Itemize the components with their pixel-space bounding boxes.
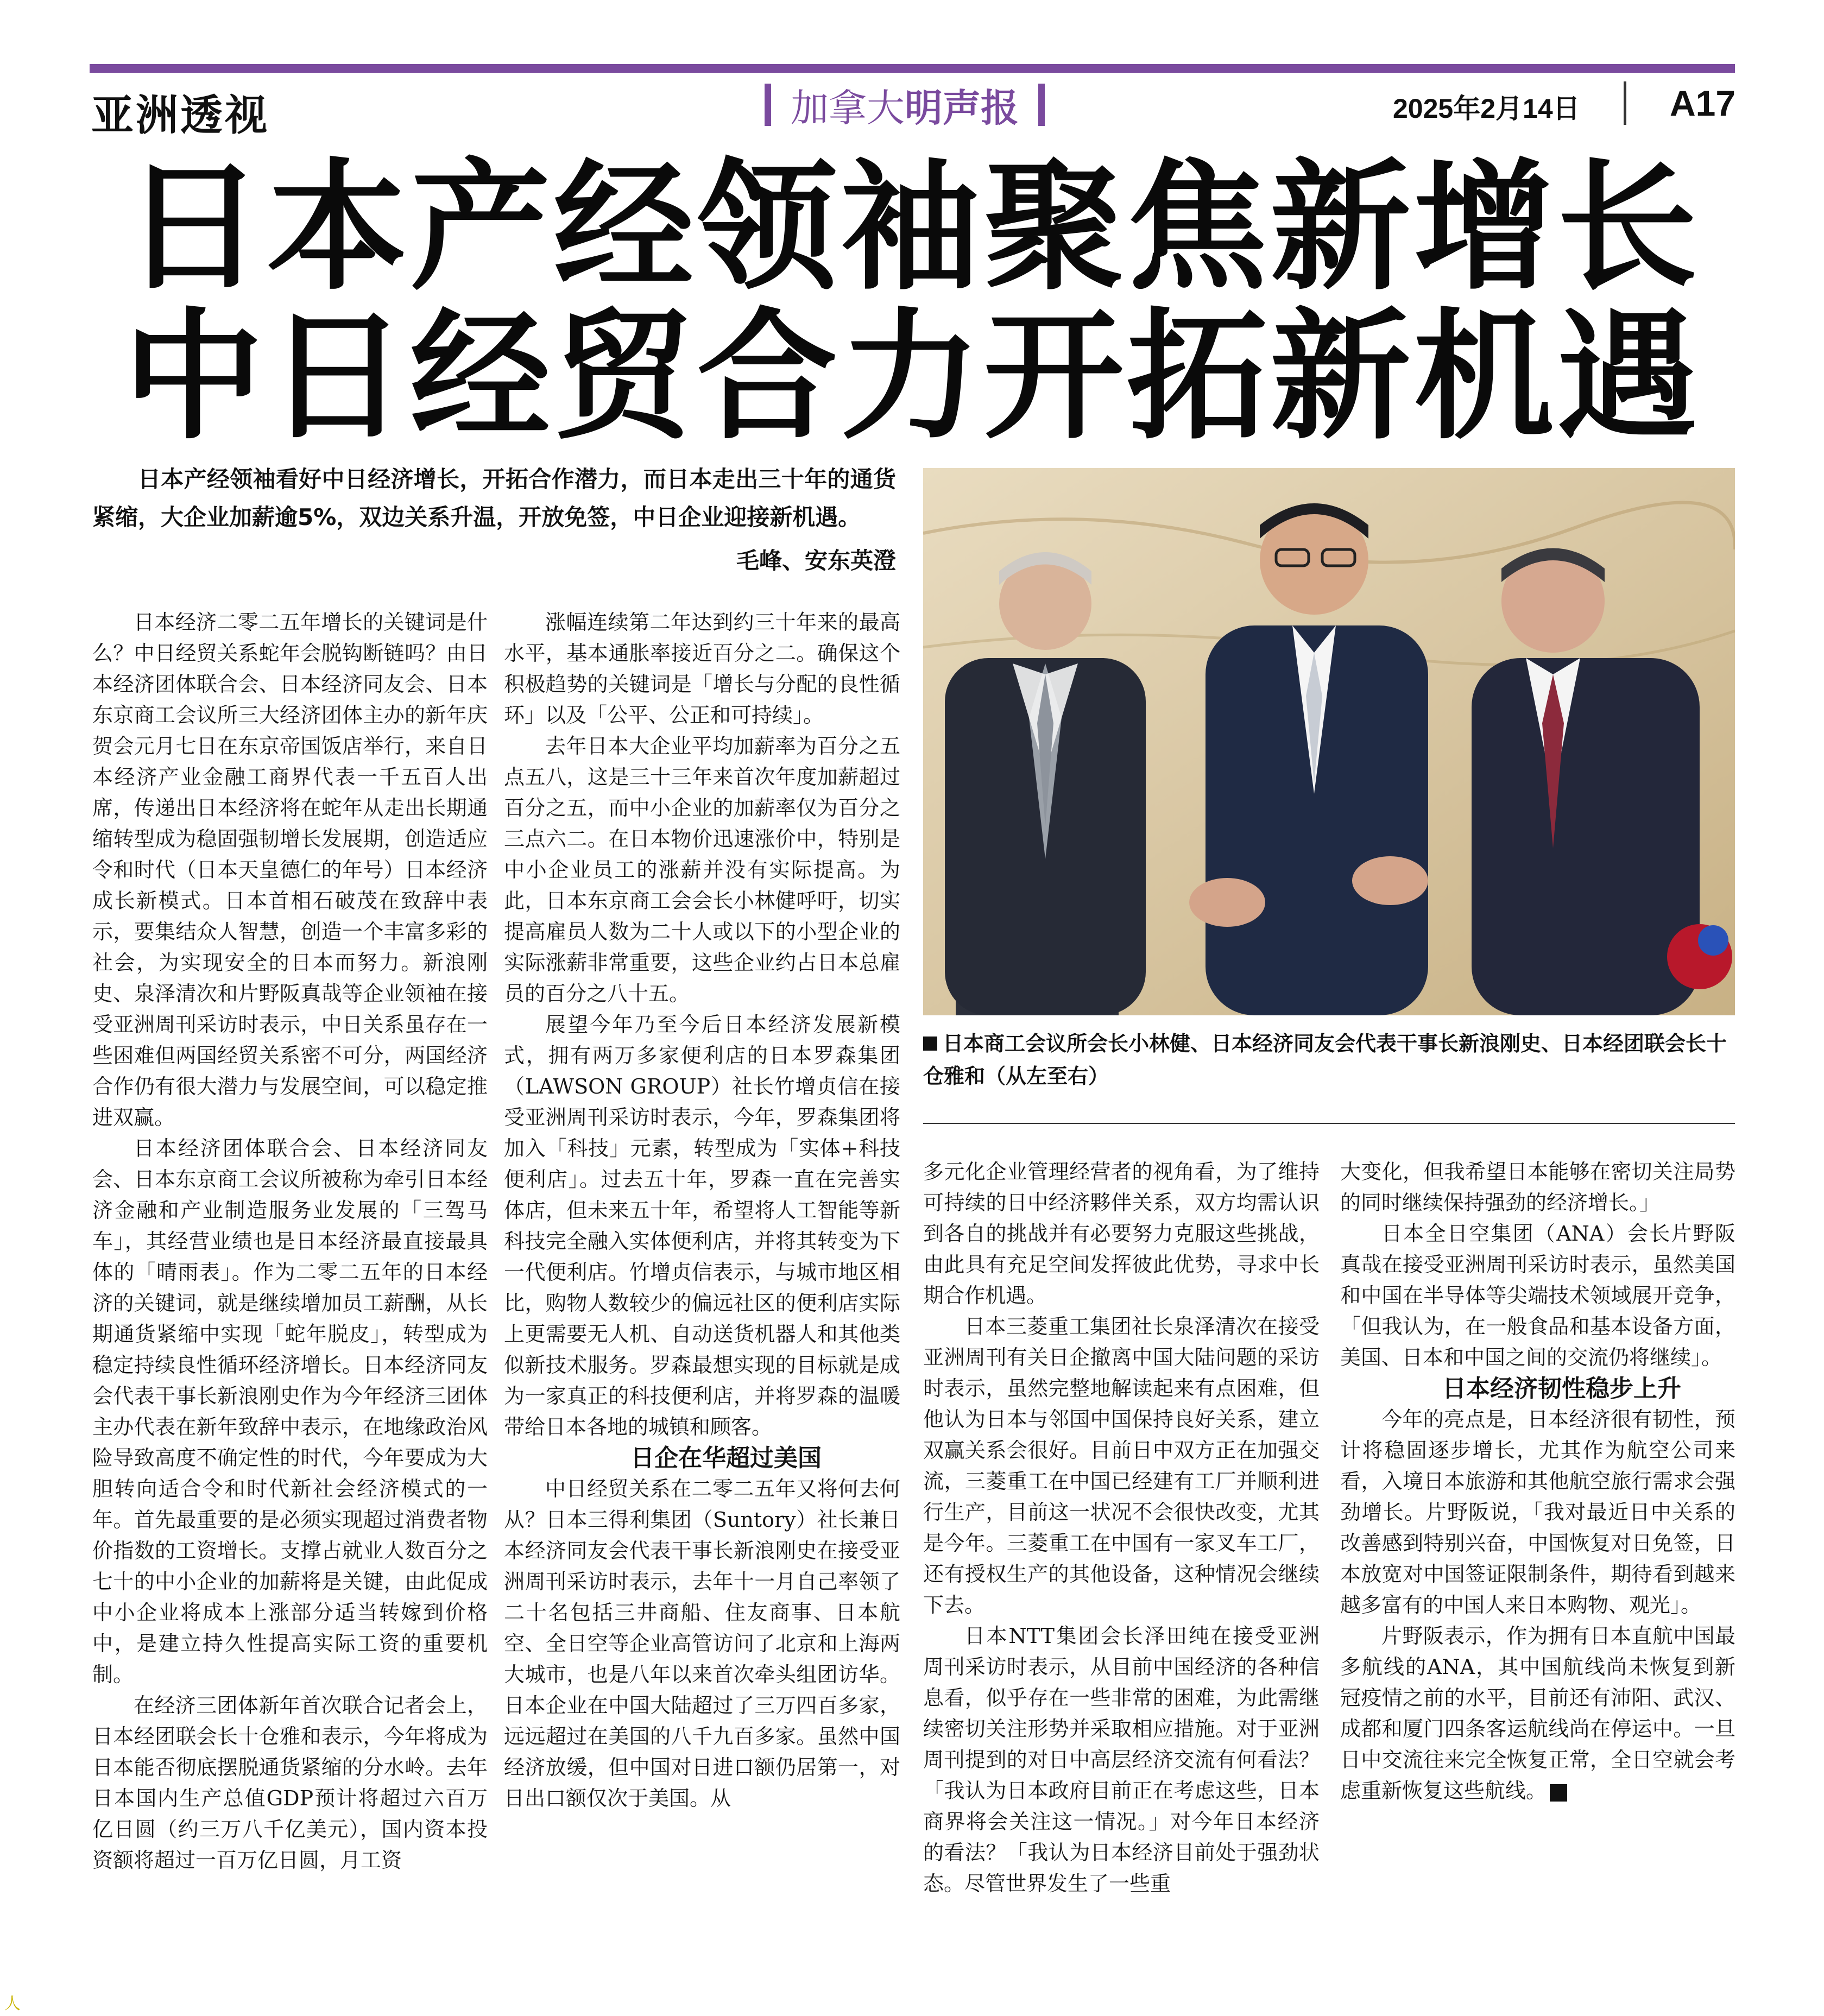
caption-rule — [923, 1123, 1735, 1124]
caption-text: 日本商工会议所会长小林健、日本经济同友会代表干事长新浪刚史、日本经团联会长十仓雅和（从左至右） — [923, 1032, 1727, 1088]
caption-square-icon — [923, 1037, 937, 1051]
issue-date: 2025年2月14日 — [1393, 93, 1580, 124]
paragraph-text: 片野阪表示，作为拥有日本直航中国最多航线的ANA，其中国航线尚未恢复到新冠疫情之前的水平，目前还有沛阳、武汉、成都和厦门四条客运航线尚在停运中。一旦日中交流往来完全恢复正常，全日空就会考虑重新恢复这些航线。 — [1340, 1624, 1735, 1803]
date-separator — [1624, 81, 1626, 125]
header-rule — [90, 64, 1735, 73]
article-column-2 — [504, 607, 900, 1937]
news-photo — [923, 468, 1735, 1015]
paragraph: 去年日本大企业平均加薪率为百分之五点五八，这是三十三年来首次年度加薪超过百分之五，而中小企业的加薪率仅为百分之三点六二。在日本物价迅速涨价中，特别是中小企业员工的涨薪并没有实际提高。为此，日本东京商工会会长小林健呼吁，切实提高雇员人数为二十人或以下的小型企业的实际涨薪非常重要，这些企业约占日本总雇员的百分之八十五。 — [504, 734, 900, 1006]
paragraph: 大变化，但我希望日本能够在密切关注局势的同时继续保持强劲的经济增长。」 — [1340, 1160, 1735, 1215]
corner-mark: 人 — [4, 1994, 21, 2013]
paragraph: 今年的亮点是，日本经济很有韧性，预计将稳固逐步增长，尤其作为航空公司来看，入境日本旅游和其他航空旅行需求会强劲增长。片野阪说，「我对最近日中关系的改善感到特别兴奋，中国恢复对日免签，日本放宽对中国签证限制条件，期待看到越来越多富有的中国人来日本购物、观光」。 — [1340, 1407, 1735, 1617]
paragraph — [1340, 1621, 1735, 1806]
photo-caption — [923, 1027, 1735, 1092]
paragraph: 涨幅连续第二年达到约三十年来的最高水平，基本通胀率接近百分之二。确保这个积极趋势的关键词是「增长与分配的良性循环」以及「公平、公正和可持续」。 — [504, 610, 900, 727]
subheading: 日企在华超过美国 — [630, 1444, 822, 1472]
article-column-4 — [1340, 1156, 1735, 1933]
masthead-bar-left — [765, 84, 771, 126]
lead-paragraph: 日本产经领袖看好中日经济增长，开拓合作潜力，而日本走出三十年的通货紧缩，大企业加薪逾5%，双边关系升温，开放免签，中日企业迎接新机遇。 — [92, 466, 896, 530]
paragraph: 日本NTT集团会长泽田纯在接受亚洲周刊采访时表示，从目前中国经济的各种信息看，似乎存在一些非常的困难，为此需继续密切关注形势并采取相应措施。对于亚洲周刊提到的对日中高层经济交流有何看法？「我认为日本政府目前正在考虑这些，日本商界将会关注这一情况。」对今年日本经济的看法？「我认为日本经济目前处于强劲状态。尽管世界发生了一些重 — [923, 1624, 1320, 1895]
section-title: 亚洲透视 — [91, 91, 270, 140]
paragraph: 日本三菱重工集团社长泉泽清次在接受亚洲周刊有关日企撤离中国大陆问题的采访时表示，虽然完整地解读起来有点困难，但他认为日本与邻国中国保持良好关系，建立双赢关系会很好。目前日中双方正在加强交流，三菱重工在中国已经建有工厂并顺利进行生产，目前这一状况不会很快改变，尤其是今年。三菱重工在中国有一家叉车工厂，还有授权生产的其他设备，这种情况会继续下去。 — [923, 1314, 1320, 1617]
masthead-bar-right — [1038, 84, 1045, 126]
byline: 毛峰、安东英澄 — [736, 547, 896, 574]
article-column-1 — [92, 607, 488, 1872]
photo-illustration — [923, 468, 1735, 1015]
masthead-name: 明声报 — [905, 85, 1019, 130]
paragraph: 日本经济二零二五年增长的关键词是什么？中日经贸关系蛇年会脱钩断链吗？由日本经济团体联合会、日本经济同友会、日本东京商工会议所三大经济团体主办的新年庆贺会元月七日在东京帝国饭店举行，来自日本经济产业金融工商界代表一千五百人出席，传递出日本经济将在蛇年从走出长期通缩转型成为稳固强韧增长发展期，创造适应令和时代（日本天皇德仁的年号）日本经济成长新模式。日本首相石破茂在致辞中表示，要集结众人智慧，创造一个丰富多彩的社会，为实现安全的日本而努力。新浪刚史、泉泽清次和片野阪真哉等企业领袖在接受亚洲周刊采访时表示，中日关系虽存在一些困难但两国经贸关系密不可分，两国经济合作仍有很大潜力与发展空间，可以稳定推进双赢。 — [92, 610, 488, 1129]
headline-line-1: 日本产经领袖聚焦新增长 — [123, 146, 1701, 309]
masthead — [745, 80, 1064, 129]
paragraph: 展望今年乃至今后日本经济发展新模式，拥有两万多家便利店的日本罗森集团（LAWSON GROUP）社长竹增贞信在接受亚洲周刊采访时表示，今年，罗森集团将加入「科技」元素，转型成为「实体+科技便利店」。过去五十年，罗森一直在完善实体店，但未来五十年，希望将人工智能等新科技完全融入实体便利店，并将其转变为下一代便利店。竹增贞信表示，与城市地区相比，购物人数较少的偏远社区的便利店实际上更需要无人机、自动送货机器人和其他类似新技术服务。罗森最想实现的目标就是成为一家真正的科技便利店，并将罗森的温暖带给日本各地的城镇和顾客。 — [504, 1013, 900, 1439]
paragraph: 多元化企业管理经营者的视角看，为了维持可持续的日中经济夥伴关系，双方均需认识到各自的挑战并有必要努力克服这些挑战，由此具有充足空间发挥彼此优势，寻求中长期合作机遇。 — [923, 1160, 1320, 1307]
headline-line-2: 中日经贸合力开拓新机遇 — [123, 295, 1701, 458]
page-number: A17 — [1670, 83, 1736, 123]
article-column-3 — [923, 1156, 1320, 1933]
subheading: 日本经济韧性稳步上升 — [1442, 1375, 1681, 1402]
paragraph: 中日经贸关系在二零二五年又将何去何从？日本三得利集团（Suntory）社长兼日本经济同友会代表干事长新浪刚史在接受亚洲周刊采访时表示，去年十一月自己率领了二十名包括三井商船、住友商事、日本航空、全日空等企业高管访问了北京和上海两大城市，也是八年以来首次牵头组团访华。日本企业在中国大陆超过了三万四百多家，远远超过在美国的八千九百多家。虽然中国经济放缓，但中国对日进口额仍居第一，对日出口额仅次于美国。从 — [504, 1477, 900, 1810]
end-mark-icon — [1550, 1784, 1567, 1802]
masthead-prefix: 加拿大 — [791, 85, 905, 130]
paragraph: 在经济三团体新年首次联合记者会上，日本经团联会长十仓雅和表示，今年将成为日本能否彻底摆脱通货紧缩的分水岭。去年日本国内生产总值GDP预计将超过六百万亿日圆（约三万八千亿美元），国内资本投资额将超过一百万亿日圆，月工资 — [92, 1693, 488, 1872]
paragraph: 日本经济团体联合会、日本经济同友会、日本东京商工会议所被称为牵引日本经济金融和产业制造服务业发展的「三驾马车」，其经营业绩也是日本经济最直接最具体的「晴雨表」。作为二零二五年的日本经济的关键词，就是继续增加员工薪酬，从长期通货紧缩中实现「蛇年脱皮」，转型成为稳定持续良性循环经济增长。日本经济同友会代表干事长新浪刚史作为今年经济三团体主办代表在新年致辞中表示，在地缘政治风险导致高度不确定性的时代，今年要成为大胆转向适合令和时代新社会经济模式的一年。首先最重要的是必须实现超过消费者物价指数的工资增长。支撑占就业人数百分之七十的中小企业的加薪将是关键，由此促成中小企业将成本上涨部分适当转嫁到价格中，是建立持久性提高实际工资的重要机制。 — [92, 1136, 488, 1686]
paragraph: 日本全日空集团（ANA）会长片野阪真哉在接受亚洲周刊采访时表示，虽然美国和中国在半导体等尖端技术领域展开竞争，「但我认为，在一般食品和基本设备方面，美国、日本和中国之间的交流仍将继续」。 — [1340, 1222, 1735, 1369]
